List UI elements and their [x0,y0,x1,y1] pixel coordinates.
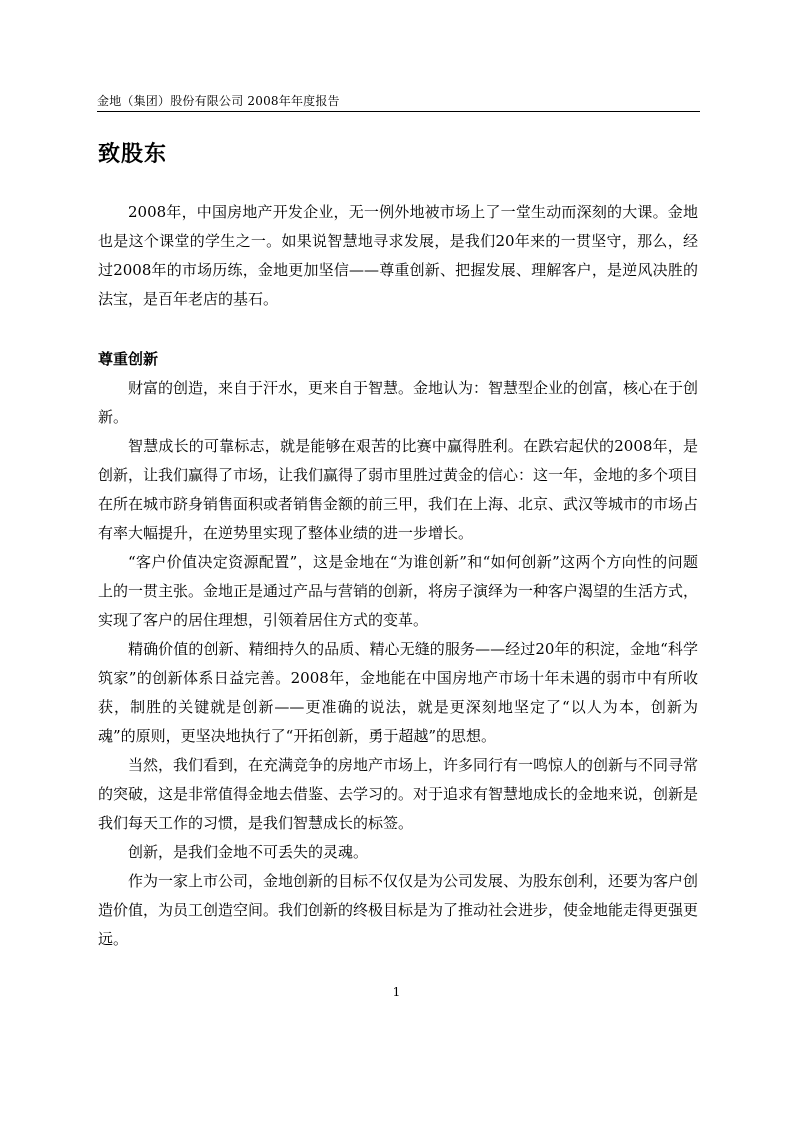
section-title: 尊重创新 [98,350,159,368]
page-title: 致股东 [98,142,168,167]
body-paragraph: 作为一家上市公司，金地创新的目标不仅仅是为公司发展、为股东创利，还要为客户创造价值，为员工创造空间。我们创新的终极目标是为了推动社会进步，使金地能走得更强更远。 [98,872,699,948]
body-paragraph: 财富的创造，来自于汗水，更来自于智慧。金地认为：智慧型企业的创富，核心在于创新。 [98,379,699,426]
body-paragraph: 精确价值的创新、精细持久的品质、精心无缝的服务——经过20年的积淀，金地“科学筑家”的创新体系日益完善。2008年，金地能在中国房地产市场十年未遇的弱市中有所收获，制胜的关键就是创新——更准确的说法，就是更深刻地坚定了“以人为本，创新为魂”的原则，更坚决地执行了“开拓创新，勇于超越”的思想。 [98,640,698,745]
body-paragraph: 当然，我们看到，在充满竞争的房地产市场上，许多同行有一鸣惊人的创新与不同寻常的突破，这是非常值得金地去借鉴、去学习的。对于追求有智慧地成长的金地来说，创新是我们每天工作的习惯，是我们智慧成长的标签。 [98,756,699,832]
page-number: 1 [392,985,401,999]
body-paragraph: 创新，是我们金地不可丢失的灵魂。 [128,843,369,861]
body-paragraph: “客户价值决定资源配置”，这是金地在“为谁创新”和“如何创新”这两个方向性的问题上的一贯主张。金地正是通过产品与营销的创新，将房子演绎为一种客户渴望的生活方式，实现了客户的居住理想，引领着居住方式的变革。 [98,553,699,629]
body-paragraph: 智慧成长的可靠标志，就是能够在艰苦的比赛中赢得胜利。在跌宕起伏的2008年，是创新，让我们赢得了市场，让我们赢得了弱市里胜过黄金的信心：这一年，金地的多个项目在所在城市跻身销售面积或者销售金额的前三甲，我们在上海、北京、武汉等城市的市场占有率大幅提升，在逆势里实现了整体业绩的进一步增长。 [98,437,699,542]
intro-paragraph: 2008年，中国房地产开发企业，无一例外地被市场上了一堂生动而深刻的大课。金地也是这个课堂的学生之一。如果说智慧地寻求发展，是我们20年来的一贯坚守，那么，经过2008年的市场历练，金地更加坚信——尊重创新、把握发展、理解客户，是逆风决胜的法宝，是百年老店的基石。 [98,203,698,308]
header-rule [97,111,700,112]
report-header: 金地（集团）股份有限公司 2008年年度报告 [97,94,340,108]
section-body [98,374,698,954]
